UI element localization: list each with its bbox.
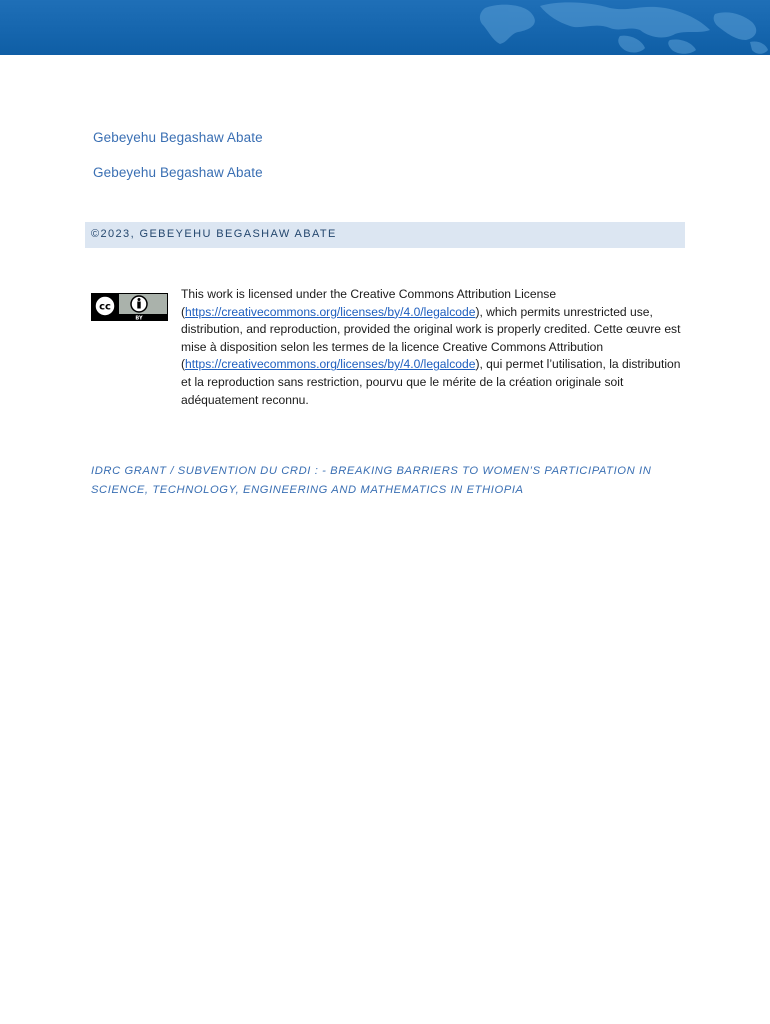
world-map-graphic xyxy=(470,0,770,55)
license-text-en: This work is licensed under the Creative Commons Attribution License ( xyxy=(181,287,557,319)
author-name: Gebeyehu Begashaw Abate xyxy=(93,165,263,180)
license-link-fr[interactable]: https://creativecommons.org/licenses/by/4.0/legalcode xyxy=(185,357,476,372)
header-banner xyxy=(0,0,770,55)
license-text-en-cont: ), which permits unrestricted use, distribution, and reproduction, provided the original work is properly credited. xyxy=(181,304,653,337)
license-text-fr: Cette œuvre est mise à disposition selon les termes de la licence Creative Commons Attribution ( xyxy=(181,322,681,372)
grant-statement: IDRC GRANT / SUBVENTION DU CRDI : - BREAKING BARRIERS TO WOMEN’S PARTICIPATION IN SCIENCE, TECHNOLOGY, ENGINEERING AND MATHEMATICS IN ETHIOPIA xyxy=(91,465,652,496)
copyright-bar xyxy=(85,222,685,248)
license-statement xyxy=(181,286,686,409)
cc-label: cc xyxy=(99,301,111,313)
author-name: Gebeyehu Begashaw Abate xyxy=(93,130,263,145)
by-label: BY xyxy=(135,315,143,321)
license-link[interactable]: https://creativecommons.org/licenses/by/4.0/legalcode xyxy=(185,304,476,319)
copyright-text: ©2023, GEBEYEHU BEGASHAW ABATE xyxy=(91,228,337,240)
creative-commons-by-icon xyxy=(91,293,168,321)
license-text-fr-cont: ), qui permet l’utilisation, la distribution et la reproduction sans restriction, pourvu que le mérite de la création originale soit adéquatement reconnu. xyxy=(181,357,681,407)
